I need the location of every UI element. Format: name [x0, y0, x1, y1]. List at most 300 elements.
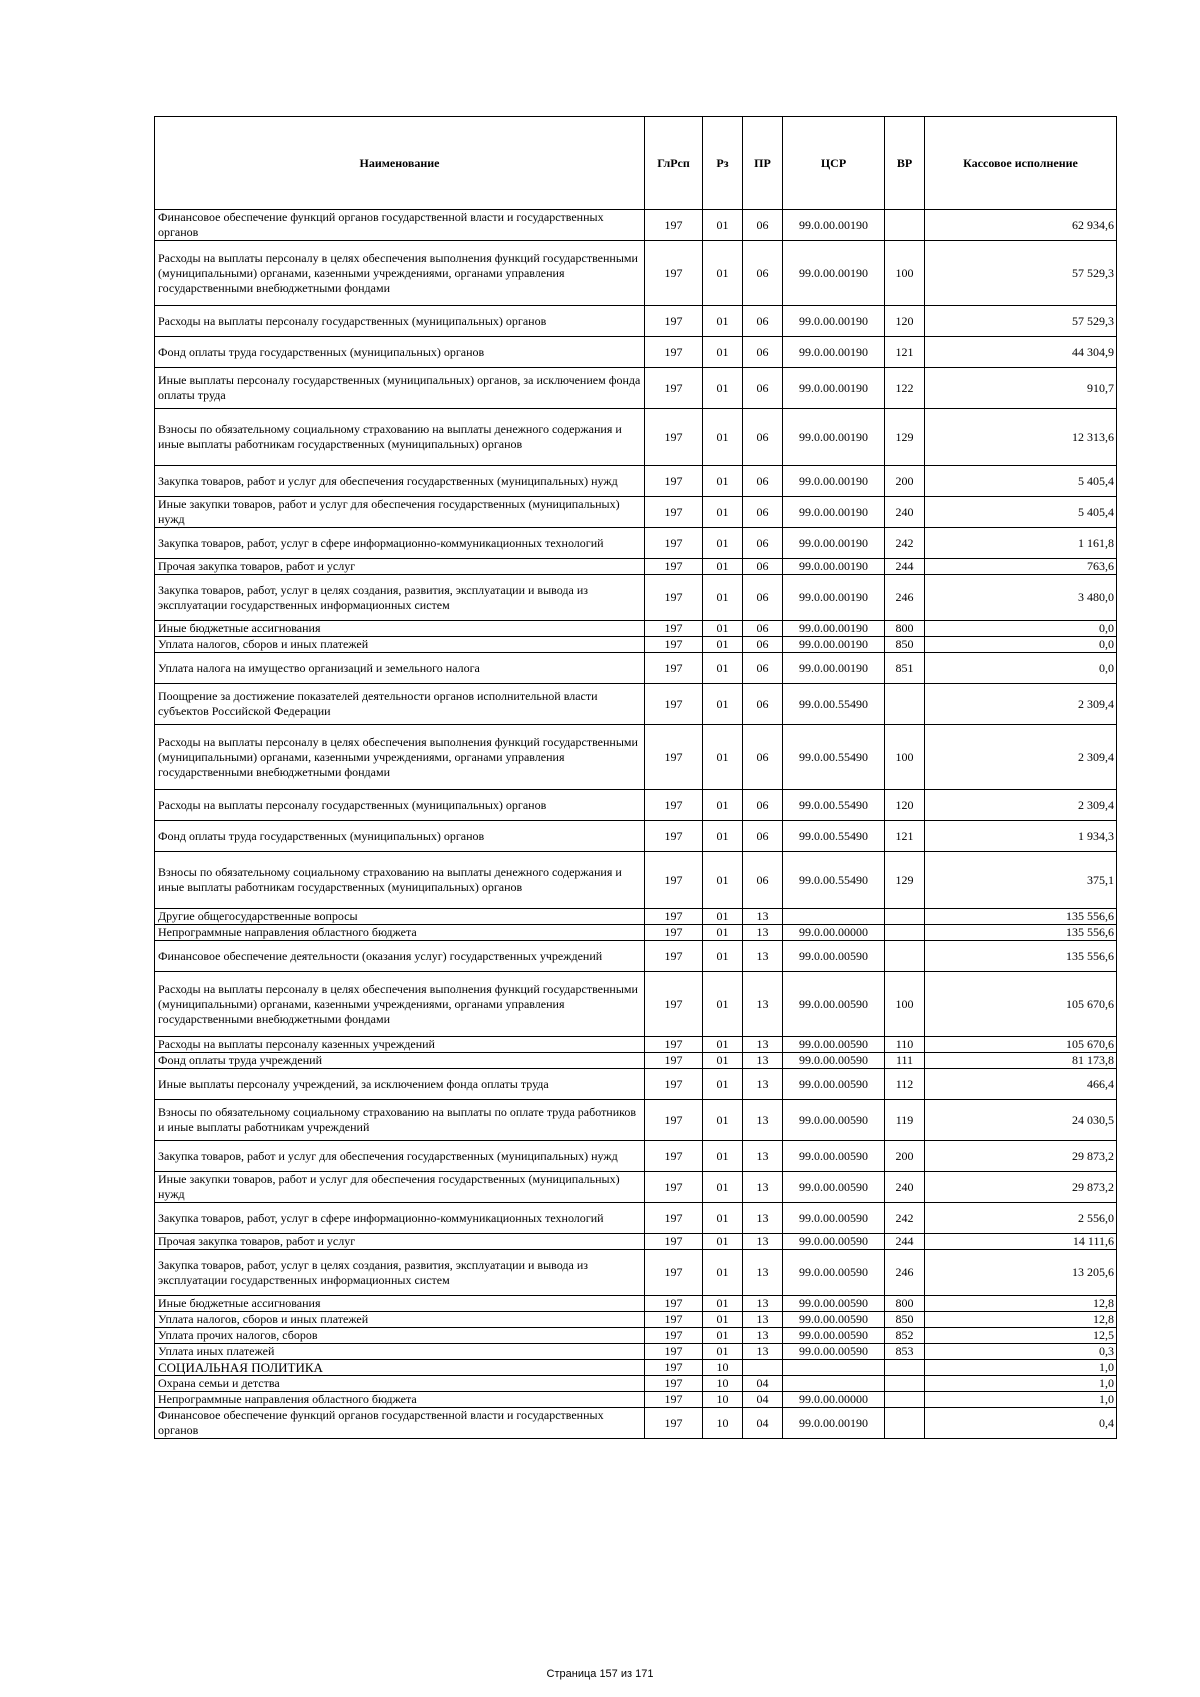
cell-vr: 246 — [885, 1250, 925, 1296]
cell-rz: 01 — [703, 1141, 743, 1172]
cell-vr — [885, 1360, 925, 1376]
cell-pr: 13 — [743, 1328, 783, 1344]
table-row — [155, 852, 1117, 909]
cell-pr: 06 — [743, 653, 783, 684]
cell-amount: 5 405,4 — [925, 497, 1117, 528]
cell-glrsp: 197 — [645, 821, 703, 852]
cell-pr: 06 — [743, 497, 783, 528]
cell-amount: 0,0 — [925, 653, 1117, 684]
cell-csr: 99.0.00.00190 — [783, 466, 885, 497]
table-row — [155, 368, 1117, 409]
cell-csr: 99.0.00.00190 — [783, 575, 885, 621]
table-row — [155, 1037, 1117, 1053]
cell-name: Финансовое обеспечение деятельности (оказания услуг) государственных учреждений — [155, 941, 645, 972]
cell-rz: 01 — [703, 337, 743, 368]
cell-amount: 12,8 — [925, 1312, 1117, 1328]
cell-rz: 01 — [703, 925, 743, 941]
cell-amount: 105 670,6 — [925, 972, 1117, 1037]
cell-amount: 29 873,2 — [925, 1172, 1117, 1203]
cell-amount: 29 873,2 — [925, 1141, 1117, 1172]
cell-name: Расходы на выплаты персоналу в целях обеспечения выполнения функций государственными (муниципальными) органами, казенными учреждениями, органами управления государственными внебюджетными фондами — [155, 725, 645, 790]
table-row — [155, 1053, 1117, 1069]
cell-name: Закупка товаров, работ, услуг в сфере информационно-коммуникационных технологий — [155, 528, 645, 559]
cell-rz: 01 — [703, 1296, 743, 1312]
cell-amount: 62 934,6 — [925, 210, 1117, 241]
cell-pr: 13 — [743, 909, 783, 925]
cell-rz: 01 — [703, 1069, 743, 1100]
cell-glrsp: 197 — [645, 409, 703, 466]
cell-pr: 06 — [743, 210, 783, 241]
cell-vr — [885, 1376, 925, 1392]
cell-pr: 04 — [743, 1392, 783, 1408]
cell-amount: 2 309,4 — [925, 725, 1117, 790]
cell-name: Уплата налогов, сборов и иных платежей — [155, 637, 645, 653]
table-row — [155, 1328, 1117, 1344]
cell-rz: 01 — [703, 559, 743, 575]
cell-vr: 122 — [885, 368, 925, 409]
cell-csr: 99.0.00.00590 — [783, 972, 885, 1037]
cell-csr: 99.0.00.00000 — [783, 925, 885, 941]
cell-pr: 13 — [743, 1100, 783, 1141]
cell-name: Уплата иных платежей — [155, 1344, 645, 1360]
cell-pr: 06 — [743, 306, 783, 337]
cell-glrsp: 197 — [645, 637, 703, 653]
cell-amount: 2 556,0 — [925, 1203, 1117, 1234]
cell-csr: 99.0.00.00590 — [783, 1069, 885, 1100]
cell-name: Взносы по обязательному социальному страхованию на выплаты денежного содержания и иные выплаты работникам государственных (муниципальных) органов — [155, 409, 645, 466]
cell-glrsp: 197 — [645, 909, 703, 925]
cell-pr: 13 — [743, 1141, 783, 1172]
cell-rz: 01 — [703, 528, 743, 559]
cell-rz: 01 — [703, 1344, 743, 1360]
cell-vr: 121 — [885, 337, 925, 368]
cell-csr: 99.0.00.55490 — [783, 790, 885, 821]
cell-rz: 01 — [703, 972, 743, 1037]
cell-csr: 99.0.00.00590 — [783, 1234, 885, 1250]
cell-amount: 5 405,4 — [925, 466, 1117, 497]
cell-glrsp: 197 — [645, 1234, 703, 1250]
cell-pr: 06 — [743, 241, 783, 306]
cell-glrsp: 197 — [645, 1141, 703, 1172]
cell-glrsp: 197 — [645, 1037, 703, 1053]
cell-vr: 244 — [885, 1234, 925, 1250]
table-row — [155, 1203, 1117, 1234]
cell-rz: 01 — [703, 466, 743, 497]
cell-csr: 99.0.00.00590 — [783, 1172, 885, 1203]
cell-name: Иные бюджетные ассигнования — [155, 1296, 645, 1312]
cell-csr: 99.0.00.00190 — [783, 528, 885, 559]
cell-rz: 01 — [703, 1328, 743, 1344]
cell-vr: 800 — [885, 1296, 925, 1312]
table-row — [155, 621, 1117, 637]
cell-vr: 850 — [885, 637, 925, 653]
cell-amount: 57 529,3 — [925, 241, 1117, 306]
cell-amount: 910,7 — [925, 368, 1117, 409]
table-row — [155, 1141, 1117, 1172]
cell-pr: 06 — [743, 852, 783, 909]
cell-rz: 01 — [703, 210, 743, 241]
cell-vr — [885, 1408, 925, 1439]
cell-glrsp: 197 — [645, 1312, 703, 1328]
cell-rz: 01 — [703, 1037, 743, 1053]
cell-vr: 246 — [885, 575, 925, 621]
table-row — [155, 1250, 1117, 1296]
header-csr: ЦСР — [783, 117, 885, 210]
cell-pr: 13 — [743, 972, 783, 1037]
cell-glrsp: 197 — [645, 1360, 703, 1376]
cell-glrsp: 197 — [645, 466, 703, 497]
cell-vr — [885, 925, 925, 941]
cell-rz: 01 — [703, 725, 743, 790]
cell-glrsp: 197 — [645, 621, 703, 637]
cell-glrsp: 197 — [645, 1392, 703, 1408]
cell-amount: 2 309,4 — [925, 790, 1117, 821]
cell-pr: 06 — [743, 528, 783, 559]
cell-amount: 1,0 — [925, 1360, 1117, 1376]
cell-rz: 01 — [703, 1312, 743, 1328]
cell-glrsp: 197 — [645, 1172, 703, 1203]
cell-glrsp: 197 — [645, 210, 703, 241]
table-row — [155, 466, 1117, 497]
cell-glrsp: 197 — [645, 1053, 703, 1069]
cell-pr: 13 — [743, 1069, 783, 1100]
cell-amount: 135 556,6 — [925, 909, 1117, 925]
page-number: Страница 157 из 171 — [546, 1668, 654, 1680]
table-row — [155, 337, 1117, 368]
cell-name: Расходы на выплаты персоналу государственных (муниципальных) органов — [155, 306, 645, 337]
table-row — [155, 575, 1117, 621]
cell-pr: 13 — [743, 1296, 783, 1312]
cell-csr: 99.0.00.00590 — [783, 1100, 885, 1141]
cell-csr: 99.0.00.00190 — [783, 409, 885, 466]
cell-glrsp: 197 — [645, 368, 703, 409]
cell-name: Взносы по обязательному социальному страхованию на выплаты по оплате труда работников и иные выплаты работникам учреждений — [155, 1100, 645, 1141]
header-rz: Рз — [703, 117, 743, 210]
cell-vr: 120 — [885, 306, 925, 337]
cell-glrsp: 197 — [645, 852, 703, 909]
cell-pr: 06 — [743, 466, 783, 497]
cell-glrsp: 197 — [645, 1069, 703, 1100]
cell-csr: 99.0.00.00190 — [783, 210, 885, 241]
cell-amount: 12 313,6 — [925, 409, 1117, 466]
cell-name: Фонд оплаты труда учреждений — [155, 1053, 645, 1069]
table-row — [155, 725, 1117, 790]
cell-amount: 12,5 — [925, 1328, 1117, 1344]
header-name: Наименование — [155, 117, 645, 210]
cell-vr: 242 — [885, 1203, 925, 1234]
cell-rz: 01 — [703, 497, 743, 528]
cell-vr: 120 — [885, 790, 925, 821]
cell-amount: 57 529,3 — [925, 306, 1117, 337]
cell-pr: 13 — [743, 1344, 783, 1360]
cell-csr: 99.0.00.00190 — [783, 559, 885, 575]
cell-pr: 06 — [743, 337, 783, 368]
table-row — [155, 1360, 1117, 1376]
cell-glrsp: 197 — [645, 241, 703, 306]
cell-glrsp: 197 — [645, 972, 703, 1037]
cell-pr: 06 — [743, 790, 783, 821]
cell-csr: 99.0.00.55490 — [783, 725, 885, 790]
cell-vr: 800 — [885, 621, 925, 637]
table-row — [155, 1376, 1117, 1392]
cell-name: Закупка товаров, работ, услуг в сфере информационно-коммуникационных технологий — [155, 1203, 645, 1234]
cell-vr: 112 — [885, 1069, 925, 1100]
table-row — [155, 941, 1117, 972]
cell-csr: 99.0.00.00590 — [783, 1141, 885, 1172]
cell-name: Охрана семьи и детства — [155, 1376, 645, 1392]
cell-pr: 06 — [743, 725, 783, 790]
table-row — [155, 1234, 1117, 1250]
cell-pr: 04 — [743, 1376, 783, 1392]
cell-vr: 100 — [885, 972, 925, 1037]
cell-name: Непрограммные направления областного бюджета — [155, 1392, 645, 1408]
cell-name: Закупка товаров, работ, услуг в целях создания, развития, эксплуатации и вывода из эксплуатации государственных информационных систем — [155, 575, 645, 621]
cell-pr: 13 — [743, 1312, 783, 1328]
cell-vr — [885, 684, 925, 725]
cell-rz: 01 — [703, 1203, 743, 1234]
cell-name: Расходы на выплаты персоналу в целях обеспечения выполнения функций государственными (муниципальными) органами, казенными учреждениями, органами управления государственными внебюджетными фондами — [155, 241, 645, 306]
cell-rz: 01 — [703, 1053, 743, 1069]
cell-pr: 04 — [743, 1408, 783, 1439]
cell-amount: 0,3 — [925, 1344, 1117, 1360]
table-row — [155, 1100, 1117, 1141]
cell-amount: 1 161,8 — [925, 528, 1117, 559]
cell-amount: 1,0 — [925, 1376, 1117, 1392]
cell-name: Расходы на выплаты персоналу в целях обеспечения выполнения функций государственными (муниципальными) органами, казенными учреждениями, органами управления государственными внебюджетными фондами — [155, 972, 645, 1037]
cell-rz: 01 — [703, 790, 743, 821]
cell-pr: 06 — [743, 409, 783, 466]
cell-csr: 99.0.00.00190 — [783, 497, 885, 528]
cell-csr: 99.0.00.00190 — [783, 337, 885, 368]
cell-pr: 06 — [743, 559, 783, 575]
table-row — [155, 1392, 1117, 1408]
cell-name: Расходы на выплаты персоналу казенных учреждений — [155, 1037, 645, 1053]
cell-vr: 851 — [885, 653, 925, 684]
cell-glrsp: 197 — [645, 653, 703, 684]
cell-pr: 06 — [743, 368, 783, 409]
cell-name: Иные выплаты персоналу государственных (муниципальных) органов, за исключением фонда оплаты труда — [155, 368, 645, 409]
cell-glrsp: 197 — [645, 725, 703, 790]
cell-pr: 13 — [743, 941, 783, 972]
cell-name: Взносы по обязательному социальному страхованию на выплаты денежного содержания и иные выплаты работникам государственных (муниципальных) органов — [155, 852, 645, 909]
cell-rz: 01 — [703, 306, 743, 337]
table-row — [155, 497, 1117, 528]
cell-csr: 99.0.00.00190 — [783, 637, 885, 653]
cell-name: Расходы на выплаты персоналу государственных (муниципальных) органов — [155, 790, 645, 821]
header-glrsp: ГлРсп — [645, 117, 703, 210]
table-row — [155, 972, 1117, 1037]
cell-vr: 200 — [885, 1141, 925, 1172]
cell-csr — [783, 1376, 885, 1392]
cell-csr: 99.0.00.55490 — [783, 852, 885, 909]
cell-name: Фонд оплаты труда государственных (муниципальных) органов — [155, 337, 645, 368]
cell-rz: 01 — [703, 368, 743, 409]
cell-csr: 99.0.00.00590 — [783, 1037, 885, 1053]
cell-amount: 24 030,5 — [925, 1100, 1117, 1141]
table-row — [155, 528, 1117, 559]
cell-rz: 01 — [703, 1172, 743, 1203]
cell-glrsp: 197 — [645, 575, 703, 621]
cell-amount: 44 304,9 — [925, 337, 1117, 368]
cell-rz: 01 — [703, 575, 743, 621]
cell-csr: 99.0.00.00190 — [783, 653, 885, 684]
cell-glrsp: 197 — [645, 925, 703, 941]
cell-amount: 1 934,3 — [925, 821, 1117, 852]
cell-amount: 13 205,6 — [925, 1250, 1117, 1296]
cell-amount: 14 111,6 — [925, 1234, 1117, 1250]
table-row — [155, 925, 1117, 941]
table-row — [155, 1069, 1117, 1100]
cell-csr — [783, 1360, 885, 1376]
cell-vr: 111 — [885, 1053, 925, 1069]
cell-glrsp: 197 — [645, 1328, 703, 1344]
cell-rz: 01 — [703, 941, 743, 972]
cell-pr — [743, 1360, 783, 1376]
cell-amount: 763,6 — [925, 559, 1117, 575]
cell-csr: 99.0.00.55490 — [783, 684, 885, 725]
cell-vr: 244 — [885, 559, 925, 575]
cell-name: Поощрение за достижение показателей деятельности органов исполнительной власти субъектов Российской Федерации — [155, 684, 645, 725]
cell-pr: 06 — [743, 575, 783, 621]
cell-glrsp: 197 — [645, 306, 703, 337]
cell-amount: 105 670,6 — [925, 1037, 1117, 1053]
header-pr: ПР — [743, 117, 783, 210]
cell-glrsp: 197 — [645, 941, 703, 972]
cell-vr — [885, 1392, 925, 1408]
table-row — [155, 210, 1117, 241]
cell-glrsp: 197 — [645, 528, 703, 559]
cell-csr: 99.0.00.55490 — [783, 821, 885, 852]
cell-pr: 06 — [743, 621, 783, 637]
table-row — [155, 653, 1117, 684]
cell-name: Уплата налога на имущество организаций и земельного налога — [155, 653, 645, 684]
cell-vr: 240 — [885, 497, 925, 528]
cell-pr: 13 — [743, 1172, 783, 1203]
cell-vr — [885, 210, 925, 241]
table-row — [155, 409, 1117, 466]
cell-vr: 119 — [885, 1100, 925, 1141]
cell-vr — [885, 909, 925, 925]
cell-name: Другие общегосударственные вопросы — [155, 909, 645, 925]
cell-rz: 01 — [703, 1100, 743, 1141]
cell-vr: 100 — [885, 241, 925, 306]
cell-rz: 01 — [703, 621, 743, 637]
cell-name: Непрограммные направления областного бюджета — [155, 925, 645, 941]
cell-name: Иные закупки товаров, работ и услуг для обеспечения государственных (муниципальных) нужд — [155, 1172, 645, 1203]
table-row — [155, 1172, 1117, 1203]
table-row — [155, 684, 1117, 725]
cell-pr: 13 — [743, 925, 783, 941]
header-vr: ВР — [885, 117, 925, 210]
cell-csr: 99.0.00.00590 — [783, 1344, 885, 1360]
cell-glrsp: 197 — [645, 559, 703, 575]
table-row — [155, 559, 1117, 575]
cell-csr: 99.0.00.00590 — [783, 1203, 885, 1234]
cell-glrsp: 197 — [645, 1100, 703, 1141]
cell-amount: 466,4 — [925, 1069, 1117, 1100]
cell-rz: 01 — [703, 909, 743, 925]
cell-name: Финансовое обеспечение функций органов государственной власти и государственных органов — [155, 1408, 645, 1439]
cell-rz: 01 — [703, 1234, 743, 1250]
cell-name: Прочая закупка товаров, работ и услуг — [155, 559, 645, 575]
cell-glrsp: 197 — [645, 337, 703, 368]
table-row — [155, 241, 1117, 306]
cell-rz: 10 — [703, 1408, 743, 1439]
cell-csr: 99.0.00.00190 — [783, 1408, 885, 1439]
cell-amount: 375,1 — [925, 852, 1117, 909]
cell-csr: 99.0.00.00000 — [783, 1392, 885, 1408]
cell-csr: 99.0.00.00590 — [783, 1250, 885, 1296]
cell-glrsp: 197 — [645, 1376, 703, 1392]
cell-csr: 99.0.00.00590 — [783, 1053, 885, 1069]
cell-amount: 1,0 — [925, 1392, 1117, 1408]
cell-amount: 81 173,8 — [925, 1053, 1117, 1069]
cell-name: Иные выплаты персоналу учреждений, за исключением фонда оплаты труда — [155, 1069, 645, 1100]
cell-amount: 3 480,0 — [925, 575, 1117, 621]
cell-name: Иные закупки товаров, работ и услуг для обеспечения государственных (муниципальных) нужд — [155, 497, 645, 528]
cell-name: Закупка товаров, работ и услуг для обеспечения государственных (муниципальных) нужд — [155, 1141, 645, 1172]
table-row — [155, 637, 1117, 653]
table-row — [155, 1312, 1117, 1328]
table-row — [155, 909, 1117, 925]
cell-name: Фонд оплаты труда государственных (муниципальных) органов — [155, 821, 645, 852]
cell-csr: 99.0.00.00190 — [783, 621, 885, 637]
cell-pr: 13 — [743, 1053, 783, 1069]
cell-amount: 135 556,6 — [925, 941, 1117, 972]
cell-name: Закупка товаров, работ и услуг для обеспечения государственных (муниципальных) нужд — [155, 466, 645, 497]
cell-name: Иные бюджетные ассигнования — [155, 621, 645, 637]
cell-rz: 01 — [703, 852, 743, 909]
cell-name: Закупка товаров, работ, услуг в целях создания, развития, эксплуатации и вывода из эксплуатации государственных информационных систем — [155, 1250, 645, 1296]
cell-vr: 242 — [885, 528, 925, 559]
cell-glrsp: 197 — [645, 684, 703, 725]
budget-table — [154, 116, 1117, 1439]
cell-pr: 13 — [743, 1250, 783, 1296]
cell-rz: 10 — [703, 1360, 743, 1376]
cell-amount: 0,0 — [925, 637, 1117, 653]
cell-csr: 99.0.00.00590 — [783, 941, 885, 972]
cell-vr — [885, 941, 925, 972]
table-row — [155, 1296, 1117, 1312]
header-row — [155, 117, 1117, 210]
cell-name: Уплата прочих налогов, сборов — [155, 1328, 645, 1344]
cell-pr: 13 — [743, 1037, 783, 1053]
cell-glrsp: 197 — [645, 790, 703, 821]
cell-pr: 06 — [743, 684, 783, 725]
cell-pr: 06 — [743, 821, 783, 852]
cell-rz: 01 — [703, 241, 743, 306]
cell-name: СОЦИАЛЬНАЯ ПОЛИТИКА — [155, 1360, 645, 1376]
cell-name: Уплата налогов, сборов и иных платежей — [155, 1312, 645, 1328]
cell-vr: 121 — [885, 821, 925, 852]
cell-glrsp: 197 — [645, 1203, 703, 1234]
cell-csr: 99.0.00.00590 — [783, 1328, 885, 1344]
cell-rz: 01 — [703, 409, 743, 466]
cell-vr: 850 — [885, 1312, 925, 1328]
cell-glrsp: 197 — [645, 1344, 703, 1360]
cell-glrsp: 197 — [645, 497, 703, 528]
table-row — [155, 821, 1117, 852]
cell-amount: 135 556,6 — [925, 925, 1117, 941]
table-row — [155, 790, 1117, 821]
cell-name: Финансовое обеспечение функций органов государственной власти и государственных органов — [155, 210, 645, 241]
cell-name: Прочая закупка товаров, работ и услуг — [155, 1234, 645, 1250]
cell-pr: 13 — [743, 1203, 783, 1234]
cell-pr: 13 — [743, 1234, 783, 1250]
cell-rz: 01 — [703, 653, 743, 684]
cell-amount: 2 309,4 — [925, 684, 1117, 725]
cell-amount: 0,0 — [925, 621, 1117, 637]
